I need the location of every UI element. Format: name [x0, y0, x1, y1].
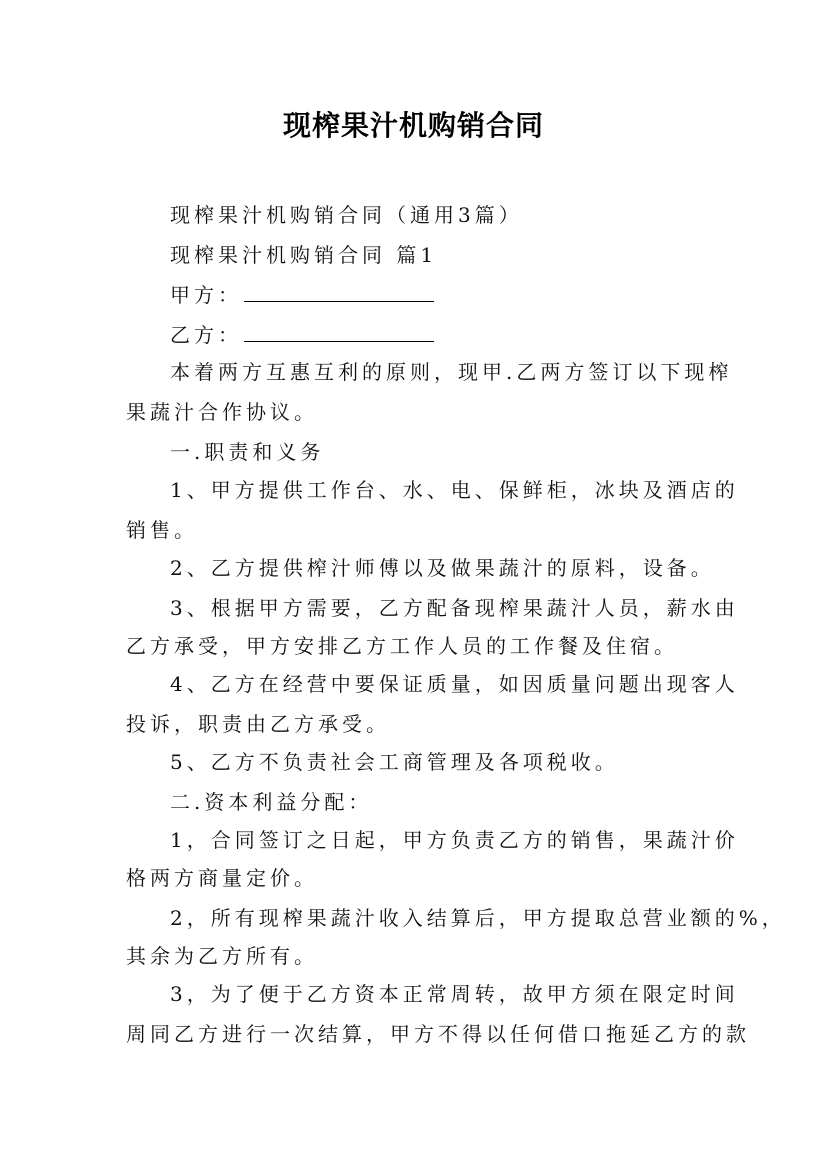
paragraph-line: 其余为乙方所有。 — [126, 944, 318, 968]
paragraph-line: 2，所有现榨果蔬汁收入结算后，甲方提取总营业额的%， — [170, 906, 786, 930]
paragraph-line: 投诉，职责由乙方承受。 — [126, 712, 390, 736]
section-heading: 现榨果汁机购销合同 篇1 — [170, 243, 438, 267]
paragraph-line: 3、根据甲方需要，乙方配备现榨果蔬汁人员，薪水由 — [170, 596, 739, 620]
paragraph-line: 格两方商量定价。 — [126, 866, 318, 890]
paragraph-line: 周同乙方进行一次结算，甲方不得以任何借口拖延乙方的款 — [126, 1022, 750, 1046]
paragraph-line: 5、乙方不负责社会工商管理及各项税收。 — [170, 750, 619, 774]
section-heading: 一.职责和义务 — [170, 440, 325, 464]
party-a-blank — [244, 283, 434, 302]
paragraph-line: 果蔬汁合作协议。 — [126, 400, 318, 424]
subtitle-line: 现榨果汁机购销合同（通用3篇） — [170, 203, 523, 227]
paragraph-line: 销售。 — [126, 518, 198, 542]
party-a-line — [170, 279, 434, 308]
paragraph-line: 2、乙方提供榨汁师傅以及做果蔬汁的原料，设备。 — [170, 556, 715, 580]
party-b-label: 乙方： — [170, 323, 242, 347]
paragraph-line: 本着两方互惠互利的原则，现甲.乙两方签订以下现榨 — [170, 360, 733, 384]
party-a-label: 甲方： — [170, 283, 242, 307]
paragraph-line: 1、甲方提供工作台、水、电、保鲜柜，冰块及酒店的 — [170, 478, 739, 502]
document-title: 现榨果汁机购销合同 — [282, 109, 544, 142]
section-heading: 二.资本利益分配： — [170, 790, 373, 814]
party-b-line — [170, 319, 434, 348]
paragraph-line: 3，为了便于乙方资本正常周转，故甲方须在限定时间 — [170, 982, 739, 1006]
paragraph-line: 1，合同签订之日起，甲方负责乙方的销售，果蔬汁价 — [170, 828, 739, 852]
paragraph-line: 乙方承受，甲方安排乙方工作人员的工作餐及住宿。 — [126, 634, 678, 658]
party-b-blank — [244, 323, 434, 342]
paragraph-line: 4、乙方在经营中要保证质量，如因质量问题出现客人 — [170, 672, 739, 696]
